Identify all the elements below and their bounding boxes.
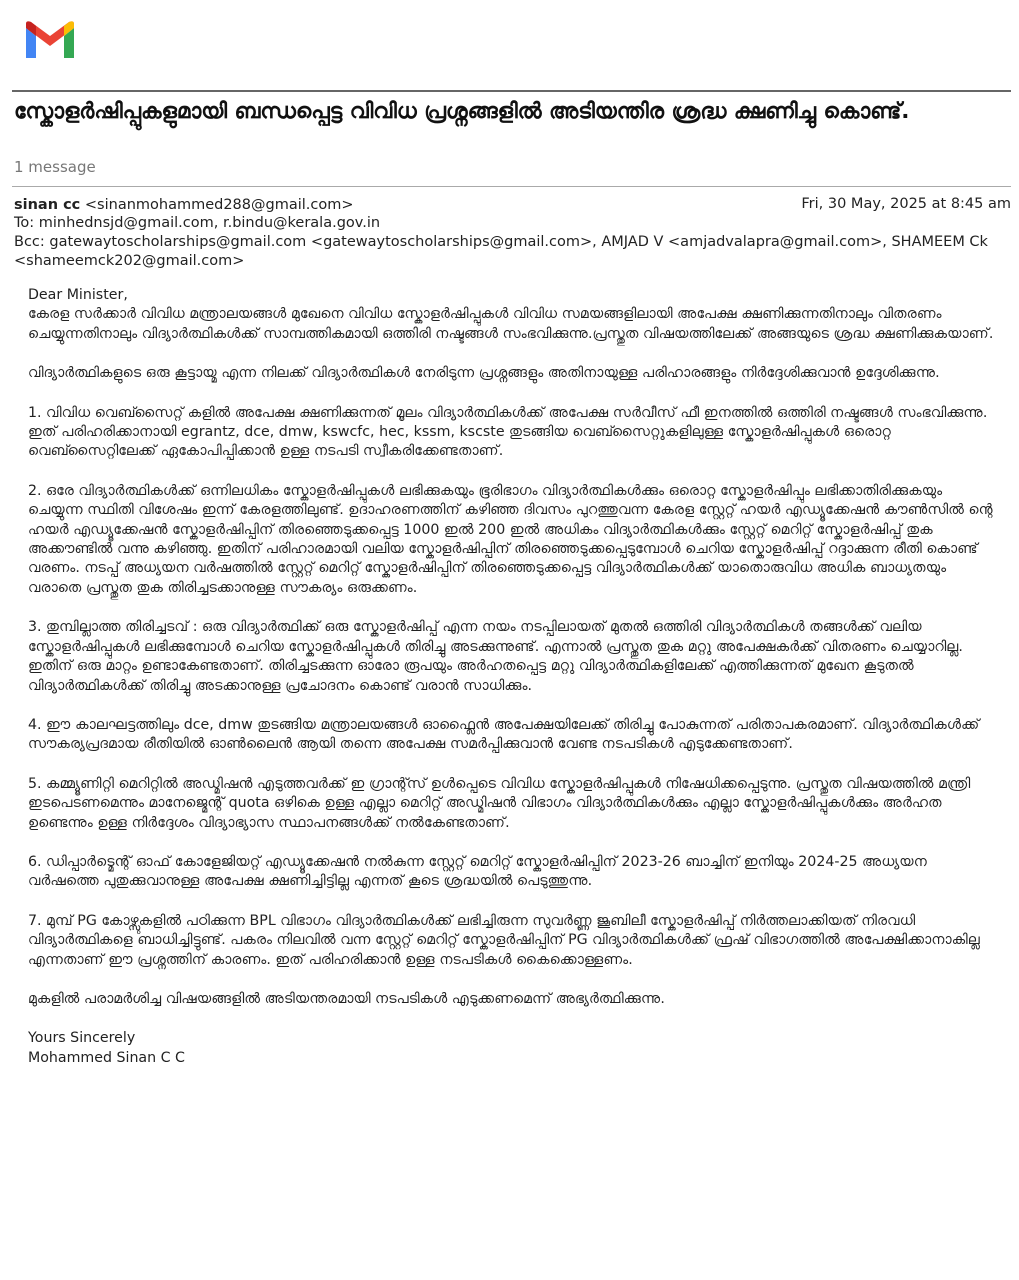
point-1: 1. വിവിധ വെബ്സൈറ്റ് കളിൽ അപേക്ഷ ക്ഷണിക്കുന്നത് മൂലം വിദ്യാർത്ഥികൾക്ക് അപേക്ഷ സർവീസ് ഫീ ഇനത്തിൽ ഒത്തിരി നഷ്ടങ്ങൾ സംഭവിക്കുന്നു. ഇത് പരിഹരിക്കാനായി egrantz, dce, dmw, kswcfc, hec, kssm, kscste തുടങ്ങിയ വെബ്സൈറ്റുകളിലുള്ള സ്കോളർഷിപ്പുകൾ ഒരൊറ്റ വെബ്സൈറ്റിലേക്ക് ഏകോപിപ്പിക്കാൻ ഉള്ള നടപടി സ്വീകരിക്കേണ്ടതാണ്. [28, 404, 988, 460]
sent-date: Fri, 30 May, 2025 at 8:45 am [801, 196, 1011, 212]
email-subject: സ്കോളർഷിപ്പുകളുമായി ബന്ധപ്പെട്ട വിവിധ പ്രശ്നങ്ങളിൽ അടിയന്തിര ശ്രദ്ധ ക്ഷണിച്ചു കൊണ്ട്. [14, 99, 910, 124]
closing-request: മുകളിൽ പരാമർശിച്ച വിഷയങ്ങളിൽ അടിയന്തരമായി നടപടികൾ എടുക്കണമെന്ന് അഭ്യർത്ഥിക്കുന്നു. [28, 990, 665, 1007]
message-divider [12, 186, 1011, 187]
gmail-logo-icon [22, 18, 78, 62]
point-7: 7. മുമ്പ് PG കോഴ്സുകളിൽ പഠിക്കുന്ന BPL വിഭാഗം വിദ്യാർത്ഥികൾക്ക് ലഭിച്ചിരുന്ന സുവർണ്ണ ജൂബിലീ സ്കോളർഷിപ്പ് നിർത്തലാക്കിയത് നിരവധി വിദ്യാർത്ഥികളെ ബാധിച്ചിട്ടുണ്ട്. പകരം നിലവിൽ വന്ന സ്റ്റേറ്റ് മെറിറ്റ് സ്കോളർഷിപ്പിന് PG വിദ്യാർത്ഥികൾക്ക് ഫ്രഷ് വിഭാഗത്തിൽ അപേക്ഷിക്കാനാകില്ല എന്നതാണ് ഈ പ്രശ്നത്തിന് കാരണം. ഇത് പരിഹരിക്കാൻ ഉള്ള നടപടികൾ കൈക്കൊള്ളണം. [28, 912, 980, 968]
context-paragraph: വിദ്യാർത്ഥികളുടെ ഒരു കൂട്ടായ്മ എന്ന നിലക്ക് വിദ്യാർത്ഥികൾ നേരിടുന്ന പ്രശ്നങ്ങളും അതിനായുള്ള പരിഹാരങ്ങളും നിർദ്ദേശിക്കുവാൻ ഉദ്ദേശിക്കുന്നു. [28, 365, 940, 382]
intro-paragraph: കേരള സർക്കാർ വിവിധ മന്ത്രാലയങ്ങൾ മുഖേനെ വിവിധ സ്കോളർഷിപ്പുകൾ വിവിധ സമയങ്ങളിലായി അപേക്ഷ ക്ഷണിക്കുന്നതിനാലും വിതരണം ചെയ്യുന്നതിനാലും വിദ്യാർത്ഥികൾക്ക് സാമ്പത്തികമായി ഒത്തിരി നഷ്ടങ്ങൾ സംഭവിക്കുന്നു.പ്രസ്തുത വിഷയത്തിലേക്ക് അങ്ങയുടെ ശ്രദ്ധ ക്ഷണിക്കുകയാണ്. [28, 306, 994, 342]
point-5: 5. കമ്മ്യൂണിറ്റി മെറിറ്റിൽ അഡ്മിഷൻ എടുത്തവർക്ക് ഇ ഗ്രാന്റ്സ് ഉൾപ്പെടെ വിവിധ സ്കോളർഷിപ്പുകൾ നിഷേധിക്കപ്പെടുന്നു. പ്രസ്തുത വിഷയത്തിൽ മന്ത്രി ഇടപെടണമെന്നും മാനേജ്മെന്റ് quota ഒഴികെ ഉള്ള എല്ലാ മെറിറ്റ് അഡ്മിഷൻ വിഭാഗം വിദ്യാർത്ഥികൾക്കും എല്ലാ സ്കോളർഷിപ്പുകൾക്കും അർഹത ഉണ്ടെന്നും ഉള്ള നിർദ്ദേശം വിദ്യാഭ്യാസ സ്ഥാപനങ്ങൾക്ക് നൽകേണ്ടതാണ്. [28, 775, 971, 831]
signature: Mohammed Sinan C C [28, 1049, 185, 1066]
greeting: Dear Minister, [28, 287, 128, 303]
header-divider [12, 90, 1011, 92]
recipients-bcc: Bcc: gatewaytoscholarships@gmail.com <gatewaytoscholarships@gmail.com>, AMJAD V <amjadvalapra@gmail.com>, SHAMEEM Ck <shameemck202@gmail.com> [14, 234, 988, 269]
signoff: Yours Sincerely [28, 1030, 136, 1047]
point-4: 4. ഈ കാലഘട്ടത്തിലും dce, dmw തുടങ്ങിയ മന്ത്രാലയങ്ങൾ ഓഫ്ലൈൻ അപേക്ഷയിലേക്ക് തിരിച്ചു പോകുന്നത് പരിതാപകരമാണ്. വിദ്യാർത്ഥികൾക്ക് സൗകര്യപ്രദമായ രീതിയിൽ ഓൺലൈൻ ആയി തന്നെ അപേക്ഷ സമർപ്പിക്കുവാൻ വേണ്ട നടപടികൾ എടുക്കേണ്ടതാണ്. [28, 716, 980, 753]
sender-email: <sinanmohammed288@gmail.com> [84, 197, 354, 213]
point-2: 2. ഒരേ വിദ്യാർത്ഥികൾക്ക് ഒന്നിലധികം സ്കോളർഷിപ്പുകൾ ലഭിക്കുകയും ഭൂരിഭാഗം വിദ്യാർത്ഥികൾക്കും ഒരൊറ്റ സ്കോളർഷിപ്പും ലഭിക്കാതിരിക്കുകയും ചെയ്യുന്ന സ്ഥിതി വിശേഷം ഇന്ന് കേരളത്തിലുണ്ട്. ഉദാഹരണത്തിന് കഴിഞ്ഞ ദിവസം പുറത്തുവന്ന കേരള സ്റ്റേറ്റ് ഹയർ എഡ്യൂക്കേഷൻ കൗൺസിൽ ന്റെ ഹയർ എഡ്യൂക്കേഷൻ സ്കോളർഷിപ്പിന് തിരഞ്ഞെടുക്കപ്പെട്ട 1000 ഇൽ 200 ഇൽ അധികം വിദ്യാർത്ഥികൾക്കും സ്റ്റേറ്റ് മെറിറ്റ് സ്കോളർഷിപ്പ് തുക അക്കൗണ്ടിൽ വന്നു കഴിഞ്ഞു. ഇതിന് പരിഹാരമായി വലിയ സ്കോളർഷിപ്പിന് തിരഞ്ഞെടുക്കപ്പെടുമ്പോൾ ചെറിയ സ്കോളർഷിപ്പ് റദ്ദാക്കുന്ന രീതി കൊണ്ട് വരണം. നടപ്പ് അധ്യയന വർഷത്തിൽ സ്റ്റേറ്റ് മെറിറ്റ് സ്കോളർഷിപ്പിന് തിരഞ്ഞെടുക്കപ്പെട്ട വിദ്യാർത്ഥികൾക്ക് യാതൊരുവിധ അധിക ബാധ്യതയും വരാതെ പ്രസ്തുത തുക തിരിച്ചടക്കാനുള്ള സൗകര്യം ഒരുക്കണം. [28, 482, 993, 596]
recipients-to: To: minhednsjd@gmail.com, r.bindu@kerala.gov.in [14, 215, 381, 231]
point-6: 6. ഡിപ്പാർട്മെന്റ് ഓഫ് കോളേജിയറ്റ് എഡ്യൂക്കേഷൻ നൽകുന്ന സ്റ്റേറ്റ് മെറിറ്റ് സ്കോളർഷിപ്പിന് 2023-26 ബാച്ചിന് ഇനിയും 2024-25 അധ്യയന വർഷത്തെ പുതുക്കുവാനുള്ള അപേക്ഷ ക്ഷണിച്ചിട്ടില്ല എന്നത് കൂടെ ശ്രദ്ധയിൽ പെടുത്തുന്നു. [28, 853, 927, 890]
message-count: 1 message [14, 158, 96, 176]
email-body [28, 286, 998, 1068]
sender-name[interactable]: sinan cc [14, 197, 81, 213]
point-3: 3. തുമ്പില്ലാത്ത തിരിച്ചടവ് : ഒരു വിദ്യാർത്ഥിക്ക് ഒരു സ്കോളർഷിപ്പ് എന്ന നയം നടപ്പിലായത് മുതൽ ഒത്തിരി വിദ്യാർത്ഥികൾ തങ്ങൾക്ക് വലിയ സ്കോളർഷിപ്പുകൾ ലഭിക്കുമ്പോൾ ചെറിയ സ്കോളർഷിപ്പുകൾ തിരിച്ചു അടക്കുന്നുണ്ട്. എന്നാൽ പ്രസ്തുത തുക മറ്റു അപേക്ഷകർക്ക് വിതരണം ചെയ്യാറില്ല. ഇതിന് ഒരു മാറ്റം ഉണ്ടാകേണ്ടതാണ്. തിരിച്ചടക്കുന്ന ഓരോ രൂപയും അർഹതപ്പെട്ട മറ്റു വിദ്യാർത്ഥികളിലേക്ക് എത്തിക്കുന്നത് മുഖേന കൂടുതൽ വിദ്യാർത്ഥികൾക്ക് തിരിച്ചു അടക്കാനുള്ള പ്രചോദനം കൊണ്ട് വരാൻ സാധിക്കും. [28, 619, 963, 694]
